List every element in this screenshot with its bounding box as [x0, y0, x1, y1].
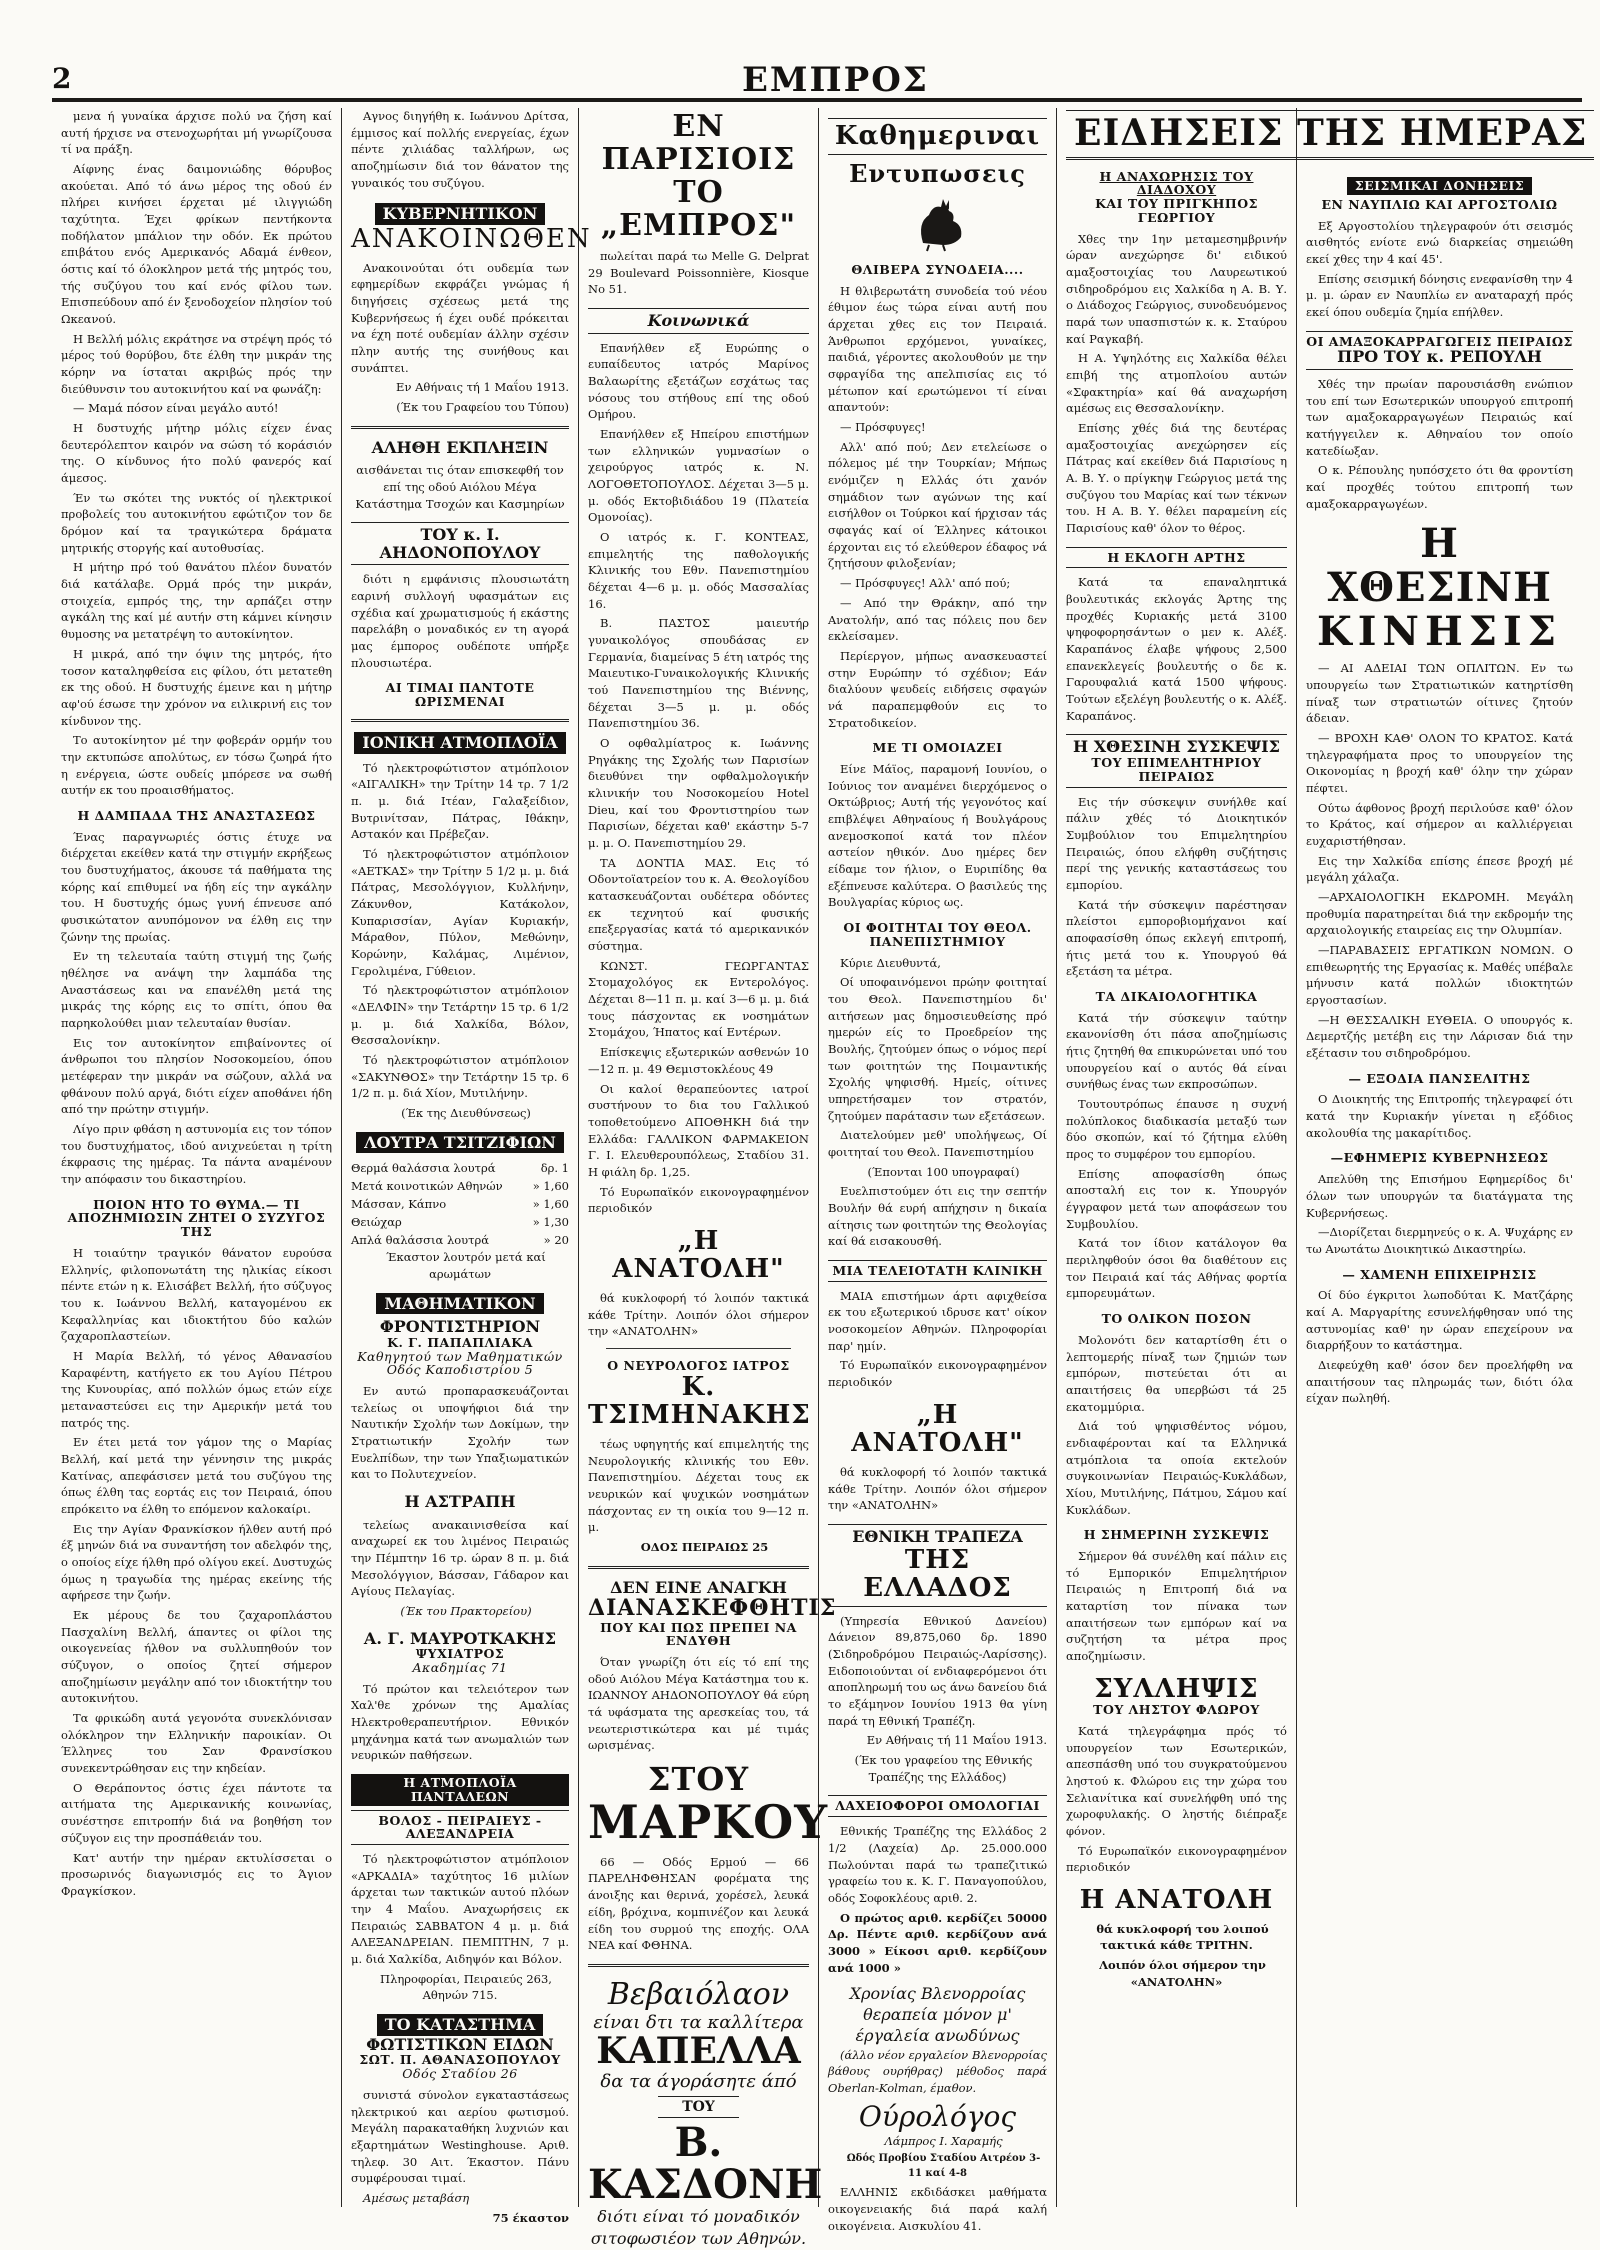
- heading-line: ΚΑΙ ΤΟΥ ΠΡΙΓΚΗΠΟΣ ΓΕΩΡΓΙΟΥ: [1095, 196, 1258, 225]
- article-text: Ανακοινούται ότι ουδεμία των εφημερίδων εκφράζει γνώμας ή διηγήσεις σχέσεως μετά της Κυβερνήσεως ή έχει ουδέ πρόκειται να έχη ποτέ ουδεμίαν άλλην σχέσιν πλην αυτής της συνήθους και συνάπτει.: [351, 260, 569, 375]
- heading-line: Οδός Σταδίου 26: [402, 2066, 518, 2082]
- article-text: Κατά τηλεγράφημα πρός τό υπουργείον των Εσωτερικών, απεσπάσθη υπό του συγκρατούμενου ληστού κ. Φλώρου εις την χώρα του Σελιανίτικα καί συνελήφθη υπό της χωροφυλακής. Ο ληστής διέπραξε φόνον.: [1066, 1724, 1287, 1839]
- article-text: Κατ' αυτήν την ημέραν εκτυλίσσεται ο προσωρινός διαγωνισμός εις το Άγιον Φραγκίσκον.: [61, 1850, 332, 1898]
- newspaper-title: ΕΜΠΡΟΣ: [742, 60, 929, 100]
- article-text: Διατελούμεν μεθ' υπολήψεως, Οί φοιτηταί του Θεολ. Πανεπιστημίου: [828, 1128, 1047, 1159]
- article-heading: [1066, 1675, 1287, 1717]
- heading-line: ΤΟΥ ΕΠΙΜΕΛΗΤΗΡΙΟΥ ΠΕΙΡΑΙΩΣ: [1091, 755, 1262, 784]
- article-text: ΤΑ ΔΟΝΤΙΑ ΜΑΣ. Εις τό Οδοντοϊατρείον του κ. Α. Θεολογίδου κατασκευάζονται ουδέτερα οδόντες εκ τεχνητού καί φυσικής επεξεργασίας κατά τό αμερικανικόν σύστημα.: [588, 855, 809, 954]
- source-note: (Έκ του γραφείου της Εθνικής Τραπέζης της Ελλάδος): [854, 1753, 1033, 1784]
- heading-line: ΠΟΥ ΚΑΙ ΠΩΣ ΠΡΕΠΕΙ ΝΑ ΕΝΔΥΘΗ: [600, 1619, 797, 1649]
- ad-text: Τό Ευρωπαϊκόν εικονογραφημένον περιοδικόν: [588, 1184, 809, 1216]
- article-text: Εις την Αγίαν Φρανκίσκον ήλθεν αυτή πρό έξ μηνών διά να συναντήση τον αδελφόν της, ο οποίος είχε ήλθη πρό ολίγου εκεί. Δυστυχώς όμως η τραγωδία της ημέρας εκείνης τής αφήρεσε την ζωήν.: [61, 1521, 332, 1603]
- ad-text: διότι η εμφάνισις πλουσιωτάτη εαρινή συλλογή υφασμάτων εις σχέδια καί χρωματισμούς ή εκάστης παρελάβη ο μοναδικός εν τη αγορά μας έμπορος ουδέποτε υπήρξε πλουσιωτέρα.: [351, 572, 569, 670]
- article-text: — Πρόσφυγες!: [840, 420, 926, 435]
- column-4: [819, 108, 1057, 2233]
- ad-heading: ΑΙ ΤΙΜΑΙ ΠΑΝΤΟΤΕ ΩΡΙΣΜΕΝΑΙ: [385, 680, 535, 710]
- heading-line: ΣΥΛΛΗΨΙΣ: [1094, 1673, 1259, 1704]
- heading-line: ΣΤΟΥ: [647, 1760, 750, 1799]
- price-table: [351, 1159, 569, 1249]
- ad-text: Τό ηλεκτροφώτιστον ατμόπλοιον «ΑΙΓΑΛΙΚΗ» την Τρίτην 14 τρ. 7 1/2 π. μ. διά Ιτέαν, Γαλαξείδιον, Βυτρινίτσαν, Πάτρας, Ιθάκην, Αστακόν και Πρέβεζαν.: [351, 760, 569, 842]
- article-text: Επανήλθεν εξ Ηπείρου επιστήμων των ελληνικών γυμνασίων ο χειρούργος ιατρός κ. Ν. ΛΟΓΟΘΕΤΟΠΟΥΛΟΣ. Δέχεται 3—5 μ. μ. οδός Εκτοβιδιάδου 19 (Πλατεία Ομονοίας).: [588, 426, 809, 525]
- price-label: Απλά θαλάσσια λουτρά: [351, 1233, 490, 1248]
- ad-text: Λάμπρος Ι. Χαραμής: [884, 2133, 1003, 2148]
- ad-script-line: διότι είναι τό μοναδικόν σιτοφωσιέον των Αθηνών.: [590, 2207, 807, 2248]
- heading-line: ΛΟΥΤΡΑ ΤΣΙΤΖΙΦΙΩΝ: [356, 1132, 564, 1154]
- ad-text: θά κυκλοφορή τό λοιπόν τακτικά κάθε Τρίτην. Λοιπόν όλοι σήμερον την «ΑΝΑΤΟΛΗΝ»: [588, 1291, 809, 1339]
- ad-text: Τό ηλεκτροφώτιστον ατμόπλοιον «ΑΕΤΚΑΣ» την Τρίτην 5 1/2 μ. μ. διά Πάτρας, Μεσολόγγιον, Κυλλήνην, Ζάκυνθον, Κατάκολον, Κυπαρισσίαν, Αγίαν Κυριακήν, Μάραθον, Πύλον, Μεθώνην, Κορώνην, Καλάμας, Λιμένιον, Γερολιμένα, Γύθειον.: [351, 846, 569, 978]
- article-text: Ούτω άφθονος βροχή περιλούσε καθ' όλον το Κράτος, καί σήμερον αι καλλιέργειαι ευχαριστήθησαν.: [1306, 800, 1573, 848]
- article-heading: ΤΟ ΟΛΙΚΟΝ ΠΟΣΟΝ: [1101, 1311, 1252, 1327]
- heading-line: Κ. Γ. ΠΑΠΑΠΛΙΑΚΑ: [387, 1334, 533, 1350]
- heading-line: ΜΑΡΚΟΥ: [588, 1795, 829, 1850]
- ad-text: Εν αυτώ προπαρασκευάζονται τελείως οι υποψήφιοι διά την Ναυτικήν Σχολήν των Δοκίμων, την Στρατιωτικήν Σχολήν των Ευελπίδων, την των Υπαξιωματικών και το Πολυτεχνείον.: [351, 1384, 569, 1482]
- source-note: (Έκ του Γραφείου του Τύπου): [396, 399, 569, 414]
- ad-text: Τό ηλεκτροφώτιστον ατμόπλοιον «ΣΑΚΥΝΘΟΣ» την Τετάρτην 15 τρ. 6 1/2 π. μ. διά Χίον, Μυτιλήνην.: [351, 1052, 569, 1101]
- heading-line: ΣΕΙΣΜΙΚΑΙ ΔΟΝΗΣΕΙΣ: [1347, 177, 1532, 195]
- ad-text: Έκαστον λουτρόν μετά καί αρωμάτων: [386, 1250, 546, 1281]
- ad-script-line: Χρονίας Βλενορροίας θεραπεία μόνον μ' έργαλεία ανωδύνως: [849, 1984, 1026, 2045]
- ad-text: Τό ηλεκτροφώτιστον ατμόπλοιον «ΑΡΚΑΔΙΑ» ταχύτητος 16 μιλίων άρχεται των τακτικών αυτού πλόων την 4 Μαΐου. Αναχωρήσεις εκ Πειραιώς ΣΑΒΒΑΤΟΝ 4 μ. μ. διά ΑΛΕΞΑΝΔΡΕΙΑΝ. ΠΕΜΠΤΗΝ, 7 μ. μ. διά Χαλκίδα, Αιδηψόν και Βόλον.: [351, 1852, 569, 1967]
- ad-text: Λοιπόν όλοι σήμερον την «ΑΝΑΤΟΛΗΝ»: [1099, 1958, 1266, 1989]
- article-heading: Η ΣΗΜΕΡΙΝΗ ΣΥΣΚΕΨΙΣ: [1083, 1527, 1270, 1543]
- article-text: Β. ΠΑΣΤΟΣ μαιευτήρ γυναικολόγος σπουδάσας εν Γερμανία, διαμείνας 5 έτη ιατρός της Μαιευτικο-Γυναικολογικής Κλινικής τού Πανεπιστημίου της Βιέννης, δέχεται 3—5 μ. μ. οδός Πανεπιστημίου 36.: [588, 616, 809, 731]
- section-heading: Εντυπωσεις: [849, 158, 1026, 188]
- article-text: Ο ιατρός κ. Γ. ΚΟΝΤΕΑΣ, επιμελητής της παθολογικής Κλινικής του Εθν. Πανεπιστημίου δέχεται 4—6 μ. μ. οδός Μασσαλίας 16.: [588, 530, 809, 611]
- article-text: Ο Διοικητής της Επιτροπής τηλεγραφεί ότι κατά την Κυριακήν γίνεται η εξόδιος ακολουθία της μακαρίτιδος.: [1306, 1092, 1573, 1140]
- heading-line: ΤΗΣ ΕΛΛΑΔΟΣ: [863, 1544, 1012, 1604]
- article-text: Κατά τα επαναληπτικά βουλευτικάς εκλογάς Άρτης της προχθές Κυριακής μετά 3100 ψηφοφορησάντων ο μεν κ. Αλέξ. Καραπάνος έλαβε ψήφους 2,500 επανεκλεγείς βουλευτής ο δε κ. Γαρουφαλιά κατά 1500 ψήφους. Τούτων εξελέγη βουλευτής ο κ. Αλέξ. Καραπάνος.: [1066, 575, 1287, 723]
- heading-line: Ο ΝΕΥΡΟΛΟΓΟΣ ΙΑΤΡΟΣ: [607, 1358, 790, 1374]
- article-text: — Πρόσφυγες! Αλλ' από πού;: [840, 576, 1011, 591]
- divider: [588, 1566, 809, 1569]
- ad-heading: [351, 2014, 569, 2081]
- heading-line: Η ΑΤΜΟΠΛΟΪΑ ΠΑΝΤΑΛΕΩΝ: [351, 1774, 569, 1806]
- ad-text: Τό Ευρωπαϊκόν εικονογραφημένον περιοδικόν: [1066, 1843, 1287, 1875]
- source-note: (Έκ της Διευθύνσεως): [401, 1105, 531, 1120]
- article-heading: Η ΕΚΛΟΓΗ ΑΡΤΗΣ: [1066, 547, 1287, 569]
- article-text: Αίφνης ένας δαιμονιώδης θόρυβος ακούεται. Από τό άνω μέρος της οδού έν πλήρει κινήσει έρχεται μέ ιλιγγιώδη ταχύτητα. Έχει φρίκων πεντήκοντα ποδήλατον μπάλιον την οδόν. Εκ πρώτου επιβάτου ενός Αμερικανός Αδαμά ένθεον, όστις καί τό όλοκληρον μετά τής μητρός του, τής συζύγου του καί ενός φίλου των. Επισπεύδουν από έν ξενοδοχείον πλησίον τού Ωκεανού.: [61, 162, 332, 327]
- article-text: Διά τού ψηφισθέντος νόμου, ενδιαφέρονται καί τα Ελληνικά ατμόπλοια τα οποία εκτελούν συγκοινωνίαν Πειραιώς-Κυκλάδων, Χίου, Μυτιλήνης, Πάτμου, Σάμου καί Κυκλάδων.: [1066, 1419, 1287, 1517]
- article-text: Χθες την 1ην μεταμεσημβρινήν ώραν ανεχώρησε δι' ειδικού αμαξοστοιχίας του Λαυρεωτικού σιδηροδρόμου εις Χαλκίδα η Α. Β. Υ. ο Διάδοχος Γεώργιος, συνοδευόμενος παρά των υπασπιστών κ. κ. Σταύρου καί Ραγκαβή.: [1066, 231, 1287, 346]
- article-text: Εν έτει μετά τον γάμον της ο Μαρίας Βελλή, καί μετά την γέννησιν της μικράς Κατίνας, απεφάσισεν μετά του συζύγου της όπως έλθη τας εορτάς εις τον Πειραιά, όπου επρόκειτο να έλθη το επόμενον καλοκαίρι.: [61, 1435, 332, 1517]
- price-label: Θειώχαρ: [351, 1215, 402, 1230]
- ad-script-line: δα τα άγοράσητε άπό: [600, 2070, 797, 2092]
- article-text: Σήμερον θά συνέλθη καί πάλιν εις τό Εμπορικόν Επιμελητήριον Πειραιώς η Επιτροπή διά να καταρτίση τον πίνακα των απαιτήσεων των εμπόρων καί να συζητήση τα μέτρα προς αποζημίωσιν.: [1066, 1549, 1287, 1664]
- price-value: » 1,30: [532, 1215, 569, 1230]
- notice-heading: [588, 110, 809, 242]
- heading-line: ΤΟΥ ΛΗΣΤΟΥ ΦΛΩΡΟΥ: [1093, 1702, 1260, 1718]
- article-heading: [1306, 522, 1573, 654]
- ad-title: ΚΑΠΕΛΛΑ: [596, 2029, 801, 2072]
- heading-line: Καθηγητού των Μαθηματικών: [357, 1348, 563, 1364]
- ad-text: 66 — Οδός Ερμού — 66 ΠΑΡΕΛΗΦΘΗΣΑΝ φορέματα της άνοιξης και θερινά, χορέσελ, λευκά είδη, βρόχινα, κομπινέζον και λευκά είδη του συρμού της εποχής. ΟΛΑ ΝΕΑ καί ΦΘΗΝΑ.: [588, 1854, 809, 1953]
- ad-title: Β. ΚΑΣΔΟΝΗ: [588, 2119, 823, 2209]
- heading-line: ΠΡΟ ΤΟΥ κ. ΡΕΠΟΥΛΗ: [1337, 347, 1542, 367]
- ad-text: συνιστά σύνολον εγκαταστάσεως ηλεκτρικού και αερίου φωτισμού. Μεγάλη παρακαταθήκη λυχνιών και εξαρτημάτων Westinghouse. Αριθ. τηλεφ. 30 Αιτ. Έκαστον. Πάνυ συμφέρουσαι τιμαί.: [351, 2087, 569, 2186]
- article-text: Εις τον αυτοκίνητον επιβαίνοντες οί άνθρωποι του πλησίον Νοσοκομείου, όπου μετέφεραν την μικράν να σώζουν, αλλά να φθάνουν πολύ αργά, διότι είχεν αποθάνει ήδη από την πρώτην στιγμήν.: [61, 1035, 332, 1117]
- heading-line: ΨΥΧΙΑΤΡΟΣ: [415, 1646, 505, 1662]
- heading-line: ΕΝ ΝΑΥΠΛΙΩ ΚΑΙ ΑΡΓΟΣΤΟΛΙΩ: [1321, 196, 1558, 212]
- ad-text: Αμέσως μεταβάση: [363, 2190, 470, 2205]
- article-text: Η μικρά, από την όψιν της μητρός, ήτο τοσον καταληφθείσα εις φίλου, ότι μετατεθη εκ της οδού. Η δυστυχής έμεινε και η μήτηρ αφ'ού έσωσε την χρόνον να ειλικρινή εις τον κίνδυνον της.: [61, 646, 332, 728]
- heading-line: ΟΙ ΑΜΑΞΟΚΑΡΡΑΓΩΓΕΙΣ ΠΕΙΡΑΙΩΣ: [1306, 333, 1573, 349]
- heading-line: ΚΥΒΕΡΝΗΤΙΚΟΝ: [375, 203, 546, 225]
- article-heading: ΘΛΙΒΕΡΑ ΣΥΝΟΔΕΙΑ....: [851, 261, 1024, 277]
- article-text: ΚΩΝΣΤ. ΓΕΩΡΓΑΝΤΑΣ Στομαχολόγος εκ Εντερολόγος. Δέχεται 8—11 π. μ. καί 3—6 μ. μ. διά τους πάσχοντας εκ νοσημάτων Στομάχου, Ήπατος καί Εντέρων.: [588, 958, 809, 1040]
- notice-text: πωλείται παρά τω Melle G. Delprat 29 Boulevard Poissonnière, Kiosque No 51.: [588, 249, 809, 297]
- article-text: —ΠΑΡΑΒΑΣΕΙΣ ΕΡΓΑΤΙΚΩΝ ΝΟΜΩΝ. Ο επιθεωρητής της Εργασίας κ. Μαθές υπέβαλε μήνυσιν κατά πολλών ιδιοκτητών εργοστασίων.: [1306, 943, 1573, 1008]
- ad-text: Εθνικής Τραπέζης της Ελλάδος 2 1/2 (Λαχεία) Δρ. 25.000.000 Πωλούνται παρά τω τραπεζιτικώ γραφείω του κ. Κ. Γ. Παναγοπούλου, οδός Σοφοκλέους αριθ. 2.: [828, 1824, 1047, 1905]
- ad-text: αισθάνεται τις όταν επισκεφθή τον επί της οδού Αιόλου Μέγα Κατάστημα Τσοχών και Κασμηρίων: [355, 463, 565, 511]
- ad-heading: ΜΙΑ ΤΕΛΕΙΟΤΑΤΗ ΚΛΙΝΙΚΗ: [828, 1260, 1047, 1282]
- article-text: Περίεργον, μήπως ανασκευαστεί στην Ευρώπην τό σχέδιον; Εάν διαλύουν ψευδείς ειδήσεις σφαγών νά παραπεμφθούν εις το Στρατοδικείον.: [828, 648, 1047, 730]
- divider: [351, 426, 569, 429]
- article-text: Επίσης χθές διά της δευτέρας αμαξοστοιχίας ανεχώρησεν είς Πάτρας καί εκείθεν διά Παρισίους η Α. Β. Υ. ο πρίγκηψ Γεώργιος μετά της συζύγου του Μαρίας καί των τέκνων του. Η Α. Β. Υ. θέλει παραμείνη είς Παρισίους καθ' όλον το θέρος.: [1066, 420, 1287, 536]
- heading-line: ΣΩΤ. Π. ΑΘΑΝΑΣΟΠΟΥΛΟΥ: [359, 2052, 561, 2068]
- article-text: Εις την Χαλκίδα επίσης έπεσε βροχή μέ μεγάλη χάλαζα.: [1306, 853, 1573, 885]
- ad-heading: „Η ΑΝΑΤΟΛΗ": [612, 1225, 785, 1285]
- article-text: Η Μαρία Βελλή, τό γένος Αθανασίου Καραφέντη, κατήγετο εκ του Αγίου Πέτρου της Κυνουρίας, από πολλών όμως ετών είχε μεταναστεύσει εις την Αμερικήν μετά του πατρός της.: [61, 1349, 332, 1430]
- heading-line: ΤΟ „ΕΜΠΡΟΣ": [600, 175, 797, 243]
- heading-line: ΙΟΝΙΚΗ ΑΤΜΟΠΛΟΪΑ: [354, 732, 565, 754]
- article-text: Έν τω σκότει της νυκτός οί ηλεκτρικοί προβολείς του αυτοκινήτου εφώτιζον τον δε δρόμον καί τα τραγικώτερα δράματα μητρικής στοργής καί αυτοθυσίας.: [61, 490, 332, 555]
- price-value: » 1,60: [532, 1179, 569, 1194]
- ad-heading: [351, 1774, 569, 1845]
- article-text: Οι καλοί θεραπεύοντες ιατροί συστήνουν το δια του Γαλλικού τοποθετούμενο ΑΠΟΘΗΚΗ διά την Ελλάδα: ΓΑΛΛΙΚΟΝ ΦΑΡΜΑΚΕΙΟΝ Γ. Ι. Ελευθερουπόλεως, Σταδίου 31. Η φιάλη δρ. 1,25.: [588, 1081, 809, 1179]
- signature: Εν Αθήναις τή 1 Μαΐου 1913.: [396, 380, 569, 395]
- column-6: [1297, 108, 1582, 2207]
- article-text: Ο Θεράποντος όστις έχει πάντοτε τα αιτήματα της Αμερικανικής κοινωνίας, συνέστησε επιτροπήν διά να βοηθήση τον σύζυγον εις την προσπάθειάν του.: [61, 1780, 332, 1845]
- ad-text: τέως υφηγητής καί επιμελητής της Νευρολογικής κλινικής του Εθν. Πανεπιστημίου. Δέχεται τους εκ νευρικών καί ψυχικών νοσημάτων πάσχοντας εν τη οικία του 9—12 π. μ.: [588, 1437, 809, 1535]
- article-text: Τα φρικώδη αυτά γεγονότα συνεκλόνισαν ολόκληρον την Ελληνικήν παροικίαν. Οι Έλληνες του Σαν Φρανσίσκου συνεκεντρώθησαν εις την κηδείαν.: [61, 1711, 332, 1776]
- ad-text: Ο πρώτος αριθ. κερδίζει 50000 Δρ. Πέντε αριθ. κερδίζουν ανά 3000 » Είκοσι αριθ. κερδίζουν ανά 1000 »: [828, 1910, 1047, 1975]
- article-heading: ΤΑ ΔΙΚΑΙΟΛΟΓΗΤΙΚΑ: [1095, 988, 1258, 1004]
- article-text: — Μαμά πόσον είναι μεγάλο αυτό!: [73, 401, 279, 416]
- article-text: Ο κ. Ρέπουλης ηυπόσχετο ότι θα φροντίση καί προχθές τούτου επιτροπή των αμαξοκαρραγωγέων.: [1306, 463, 1573, 511]
- article-text: Εξ Αργοστολίου τηλεγραφούν ότι σεισμός αισθητός ενίοτε ενώ διαρκείας σημειώθη εκεί χθες την 4 καί 45'.: [1306, 218, 1573, 266]
- article-text: Η μήτηρ πρό τού θανάτου πλέον δυνατόν διά κατάλαβε. Ορμά πρός την μικράν, στοιχεία, εμπρός της, την αρπάζει στην αγκάλη της καί μέ αυτήν στη κάμνει κίνησιν θυμοσης να μετατρέψη το αυτοκίνητον.: [61, 560, 332, 642]
- heading-line: Η ΑΝΑΧΩΡΗΣΙΣ ΤΟΥ ΔΙΑΔΟΧΟΥ: [1099, 168, 1254, 198]
- heading-line: Η ΧΘΕΣΙΝΗ: [1327, 520, 1552, 612]
- ad-heading: [351, 732, 569, 754]
- divider: [606, 1348, 791, 1349]
- section-heading: Καθημεριναι: [828, 118, 1047, 155]
- article-text: Οί δύο έγκριτοι λωποδύται Κ. Ματζάρης καί Α. Μαργαρίτης εσυνελήφθησαν υπό της αστυνομίας καθ' ην ώραν επεχείρουν να διαρρήξουν το κατάστημα.: [1306, 1288, 1573, 1353]
- divider: [351, 719, 569, 722]
- ad-title: ΤΟΥ: [658, 2096, 739, 2119]
- ad-text: ΜΑΙΑ επιστήμων άρτι αφιχθείσα εκ του εξωτερικού ιδρυσε κατ' οίκον νοσοκομείον Αθηνών. Πληροφορίαι παρ' ημίν.: [828, 1288, 1047, 1353]
- heading-line: ΚΙΝΗΣΙΣ: [1316, 608, 1563, 656]
- price-label: Μετά κοινοτικών Αθηνών: [351, 1179, 503, 1194]
- heading-line: ΕΘΝΙΚΗ ΤΡΑΠΕΖΑ: [852, 1526, 1023, 1546]
- page-number: 2: [52, 62, 72, 95]
- ad-heading: [351, 1132, 569, 1154]
- ad-heading: „Η ΑΝΑΤΟΛΗ": [851, 1399, 1024, 1459]
- article-text: μενα ή γυναίκα άρχισε πολύ να ζήση καί αυτή ήρχισε να στενοχωρήται μή γνωρίζουσα τί να πράξη.: [61, 109, 332, 157]
- article-text: Το αυτοκίνητον μέ την φοβεράν ορμήν του την εκτυπώσε απολύτως, εν τόσω ζωηρά ήτο η ενέργεια, ώστε ουδείς μπόρεσε να σωθή αυτήν εκ του προαισθήματος.: [61, 733, 332, 798]
- ad-address: ΟΔΟΣ ΠΕΙΡΑΙΩΣ 25: [640, 1540, 769, 1555]
- section-heading: ΠΟΙΟΝ ΗΤΟ ΤΟ ΘΥΜΑ.— ΤΙ ΑΠΟΖΗΜΙΩΣΙΝ ΖΗΤΕΙ Ο ΣΥΖΥΓΟΣ ΤΗΣ: [67, 1196, 326, 1240]
- ad-heading: [351, 1630, 569, 1675]
- article-text: Επανήλθεν εξ Ευρώπης ο ευπαίδευτος ιατρός Μαρίνος Βαλαωρίτης εξετάζων εσχάτως τας νόσους του στήθους επί της οδού Ομήρου.: [588, 340, 809, 422]
- ad-text: ΕΛΛΗΝΙΣ εκδιδάσκει μαθήματα οικογενειακής διά παρά καλή οικογένεια. Αισκυλίου 41.: [828, 2185, 1047, 2233]
- divider: [588, 1964, 809, 1967]
- section-heading: Κοινωνικά: [588, 308, 809, 334]
- price-row: [351, 1231, 569, 1249]
- ad-text: Τό πρώτον και τελειότερον των Χαλ'θε χρόνων της Αμαλίας Ηλεκτροθεραπευτήριον. Εθνικόν μηχάνημα κατά των ανωμαλιών των νευρικών παθήσεων.: [351, 1681, 569, 1763]
- heading-line: Η ΧΘΕΣΙΝΗ ΣΥΣΚΕΨΙΣ: [1073, 737, 1280, 757]
- article-heading: — ΧΑΜΕΝΗ ΕΠΙΧΕΙΡΗΣΙΣ: [1342, 1266, 1537, 1282]
- column-1: [52, 108, 342, 2207]
- article-text: Εκ μέρους δε του ζαχαροπλάστου Πασχαλίνη Βελλή, άπαντες οι φίλοι της οικογενείας ήλθον να συλλυπηθούν τον σύζυγον, ο οποίος ζητεί σήμερον αποζημίωσιν μεγάλην από τον ιδιοκτήτην του αυτοκινήτου.: [61, 1608, 332, 1706]
- columns: [52, 108, 1588, 2248]
- heading-line: ΦΩΤΙΣΤΙΚΩΝ ΕΙΔΩΝ: [366, 2034, 554, 2054]
- ad-script-line: είναι δτι τα καλλίτερα: [593, 2011, 804, 2033]
- ad-heading: [588, 1359, 809, 1430]
- article-text: Αλλ' από πού; Δεν ετελείωσε ο πόλεμος μέ την Τουρκίαν; Μήπως ενόμιζεν η Ελλάς ότι χανόν σημάδιον των αγώνων της καί εισήλθον οι Τούρκοι καί ήρχισαν τάς σφαγάς καί οί Έλληνες κάτοικοι έρχονται εις τό ελεύθερον έδαφος νά ζητήσουν φιλοξενίαν;: [828, 439, 1047, 571]
- column-3: [579, 108, 837, 2248]
- article-heading: —ΕΦΗΜΕΡΙΣ ΚΥΒΕΡΝΗΣΕΩΣ: [1330, 1150, 1549, 1166]
- column-2: [342, 108, 592, 2225]
- heading-line: Οδός Καποδιστρίου 5: [386, 1362, 534, 1378]
- article-text: — ΑΙ ΑΔΕΙΑΙ ΤΩΝ ΟΠΛΙΤΩΝ. Εν τω υπουργείω των Στρατιωτικών κατηρτίσθη πίναξ των στρατιωτών οίτινες ζητούν άδειαν.: [1306, 661, 1573, 726]
- article-heading: — ΕΞΟΔΙΑ ΠΑΝΣΕΛΙΤΗΣ: [1348, 1070, 1531, 1086]
- article-text: Η Βελλή μόλις εκράτησε να στρέψη πρός τό μέρος τού θορύβου, δτε έλθη την μικράν της κόρην να ίσταται ακριβώς πρός την διεύθυνσιν του αυτοκινήτου καί να φωνάζη:: [61, 331, 332, 396]
- ad-text: θά κυκλοφορή του λοιπού τακτικά κάθε ΤΡΙΤΗΝ.: [1096, 1921, 1269, 1953]
- ad-heading: Η ΑΝΑΤΟΛΗ: [1079, 1885, 1274, 1916]
- announcement-heading: [351, 203, 592, 254]
- heading-line: ΔΕΝ ΕΙΝΕ ΑΝΑΓΚΗ: [610, 1577, 787, 1597]
- ad-text: (άλλο νέον εργαλείον Βλενορροίας βάθους ουρήθρας) μέθοδος παρά Oberlan-Kolman, έμαθον.: [828, 2047, 1047, 2095]
- article-text: — Από την Θράκην, από την Ανατολήν, από τας πόλεις που δεν εκλείσαμεν.: [828, 595, 1047, 644]
- ad-heading: ΑΛΗΘΗ ΕΚΠΛΗΞΙΝ: [371, 437, 549, 457]
- price-label: Θερμά θαλάσσια λουτρά: [351, 1161, 496, 1176]
- article-text: Μολονότι δεν καταρτίσθη έτι ο λεπτομερής πίναξ των ζημιών των εμπόρων, πιστεύεται ότι αι απαιτήσεις θα υπερβώσι τά 25 εκατομμύρια.: [1066, 1332, 1287, 1414]
- signature: Εν Αθήναις τή 11 Μαΐου 1913.: [866, 1733, 1047, 1748]
- ad-text: θά κυκλοφορή τό λοιπόν τακτικά κάθε Τρίτην. Λοιπόν όλοι σήμερον την «ΑΝΑΤΟΛΗΝ»: [828, 1464, 1047, 1513]
- heading-line: ΜΑΘΗΜΑΤΙΚΟΝ: [376, 1293, 543, 1315]
- article-text: Επίσκεψις εξωτερικών ασθενών 10—12 π. μ. 49 Θεμιστοκλέους 49: [588, 1045, 809, 1076]
- ad-price: 75 έκαστον: [492, 2210, 569, 2225]
- heading-line: ΔΙΑΝΑΣΚΕΦΘΗΤΙΣ: [588, 1595, 837, 1622]
- masthead: [52, 0, 1582, 100]
- article-text: Απελύθη της Επισήμου Εφημερίδος δι' όλων των υπουργών τα διατάγματα της Κυβερνήσεως.: [1306, 1172, 1573, 1220]
- price-rows: [351, 1159, 569, 1249]
- ad-script-line: Βεβαιόλαον: [607, 1976, 790, 2012]
- heading-line: Ακαδημίας 71: [412, 1660, 508, 1675]
- article-text: Η θλιβερωτάτη συνοδεία τού νέου έθιμον έως τώρα είναι αυτή που άρχεται χθες εις τον Πειραιά. Άνθρωποι ερχόμενοι, γυναίκες, παιδιά, γέροντες ακολουθούν με την σφραγίδα της απελπισίας εις τό μέτωπον καί ερωτώμενοι τί είναι απαντούν:: [828, 283, 1047, 415]
- ad-heading: Η ΑΣΤΡΑΠΗ: [404, 1492, 516, 1512]
- article-text: Η Α. Υψηλότης εις Χαλκίδα θέλει επιβή της ατμοπλοίου αυτών «Σφακτηρία» καί θά αναχωρήση αμέσως εις Θεσσαλονίκην.: [1066, 351, 1287, 416]
- article-text: Τουτουτρόπως έπαυσε η συχνή πολύπλοκος διαδικασία μεταξύ των δύο σκοπών, καί τό ζήτημα ελύθη προς το συμφέρον του εμπορίου.: [1066, 1097, 1287, 1162]
- price-row: [351, 1195, 569, 1213]
- article-text: Η τοιαύτην τραγικόν θάνατον ευρούσα Ελληνίς, φιλοπονωτάτη της ηλικίας είκοσι πέντε ετών η κ. Ελισάβετ Βελλή, ήτο σύζυγος του κ. Ιωάννου Βελλή, καταγομένου εκ Κεφαλληνίας και ιδιοκτήτου δύο καλών ζαχαροπλαστείων.: [61, 1245, 332, 1344]
- price-label: Μάσσαν, Κάπνο: [351, 1197, 447, 1212]
- article-text: Αγνος διηγήθη κ. Ιωάννου Δρίτσα, έμμισος καί πολλής ενεργείας, έχων πέντε χιλιάδας ταλλήρων, ως αποζημίωσιν διά τον θάνατον της γυναικός του συζύγου.: [351, 109, 569, 190]
- ad-heading: [828, 1524, 1047, 1607]
- article-heading: [1066, 170, 1287, 225]
- article-text: —ΑΡΧΑΙΟΛΟΓΙΚΗ ΕΚΔΡΟΜΗ. Μεγάλη προθυμία παρατηρείται διά την εκδρομήν της αρχαιολογικής εταιρείας εις την Ολυμπίαν.: [1306, 889, 1573, 938]
- article-text: Επίσης αποφασίσθη όπως αποσταλή εις τον κ. Υπουργόν έγγραφον μετά των αποφάσεων του Συμβουλίου.: [1066, 1166, 1287, 1231]
- article-heading: [1306, 331, 1573, 370]
- ad-heading: [351, 1293, 569, 1377]
- price-value: δρ. 1: [540, 1161, 569, 1176]
- news-of-the-day-heading: ΕΙΔΗΣΕΙΣ ΤΗΣ ΗΜΕΡΑΣ: [1066, 110, 1594, 160]
- ad-text: τελείως ανακαινισθείσα καί αναχωρεί εκ του λιμένος Πειραιώς την Πέμπτην 16 τρ. ώραν 8 π. μ. διά Μεσολόγγιον, Βάσσαν, Γάδαρον και Αγίους Πελαγίας.: [351, 1517, 569, 1599]
- heading-line: ΑΝΑΚΟΙΝΩΘΕΝ: [351, 223, 592, 254]
- article-text: — ΒΡΟΧΗ ΚΑΘ' ΟΛΟΝ ΤΟ ΚΡΑΤΟΣ. Κατά τηλεγραφήματα προς το υπουργείον της Οικονομίας η βροχή καθ' όλην την χώραν πέφτει.: [1306, 730, 1573, 795]
- article-text: Είνε Μάϊος, παραμονή Ιουνίου, ο Ιούνιος τον αναμένει διερχόμενος ο Οκτώβριος; Αυτή τής γεγονότος καί επιβλέψει Αθηναίους ή Βουλγάρους ανεμοσκοποί κατά τον πλέον αστείον ηθικόν. Δυο ημέρες δεν είδαμε τον ήλιον, ο Ευριπίδης θα εξέπνευσε καλύτερα. Ο βασιλεύς της Βουλγαρίας κύριος ως.: [828, 761, 1047, 910]
- article-text: Επίσης σεισμική δόνησις ενεφανίσθη την 4 μ. μ. ώραν εν Ναυπλίω εν αναταραχή πρός εκεί όπου ουδεμία ζημία επήλθεν.: [1306, 271, 1573, 319]
- ad-text: Πληροφορίαι, Πειραιεύς 263, Αθηνών 715.: [380, 1971, 552, 2003]
- source-note: (Έπονται 100 υπογραφαί): [867, 1164, 1020, 1179]
- price-row: [351, 1213, 569, 1231]
- masthead-rule: [52, 98, 1582, 102]
- article-text: Ο οφθαλμίατρος κ. Ιωάννης Ρηγάκης της Σχολής των Παρισίων διευθύνει την οφθαλμολογικήν κλινικήν του Νοσοκομείου Hotel Dieu, καί του Φροντιστηρίου των Παρισίων, δέχεται καθ' εκάστην 5-7 μ. μ. Ο. Πανεπιστημίου 29.: [588, 736, 809, 851]
- article-text: Κατά τον ίδιον κατάλογον θα περιληφθούν όσοι θα διαθέτουν εις τον Πειραιά καί τάς Αθήνας φορτία εμπορευμάτων.: [1066, 1236, 1287, 1301]
- price-row: [351, 1159, 569, 1177]
- ad-script-line: Ούρολόγος: [858, 2099, 1017, 2133]
- ad-text: Τό Ευρωπαϊκόν εικονογραφημένον περιοδικόν: [828, 1358, 1047, 1390]
- article-text: Κύριε Διευθυντά,: [840, 955, 941, 970]
- article-text: Κατά τήν σύσκεψιν ταύτην εκανονίσθη ότι πάσα αποζημίωσις ήτις ζητηθή θα επικυρώνεται υπό του υπουργείου καί ο αυτός θά είναι συνήθως ένας των εκπροσώπων.: [1066, 1010, 1287, 1092]
- article-heading: ΟΙ ΦΟΙΤΗΤΑΙ ΤΟΥ ΘΕΟΛ. ΠΑΝΕΠΙΣΤΗΜΙΟΥ: [843, 920, 1032, 949]
- article-text: —Διορίζεται διερμηνεύς ο κ. Α. Ψυχάρης εν τω Ανωτάτω Διοικητικώ Δικαστηρίω.: [1306, 1225, 1573, 1256]
- article-text: Οί υποφαινόμενοι πρώην φοιτηταί του Θεολ. Πανεπιστημίου δι' αιτήσεων μας δημοσιευθείσης πρό ημερών είς το Προεδρείον της Βουλής, ζητούμεν όπως ο νόμος περί των φοιτητών της Ποιμαντικής Σχολής ψηφισθή. Ημείς, οίτινες υπηρετήσαμεν τον στρατόν, ζητούμεν παράτασιν των εξετάσεων.: [828, 975, 1047, 1123]
- ad-heading: [588, 1577, 837, 1649]
- ad-text: Όταν γνωρίζη ότι είς τό επί της οδού Αιόλου Μέγα Κατάστημα του κ. ΙΩΑΝΝΟΥ ΑΗΔΟΝΟΠΟΥΛΟΥ θά εύρη τά υφάσματα της αρεσκείας του, τά νεωτεριστικώτερα και μέ τιμάς ωρισμένας.: [588, 1655, 809, 1753]
- heading-line: ΕΝ ΠΑΡΙΣΙΟΙΣ: [601, 109, 796, 177]
- price-value: » 20: [543, 1233, 569, 1248]
- ad-text: (Υπηρεσία Εθνικού Δανείου) Δάνειον 89,875,060 δρ. 1890 (Σιδηροδρόμου Πειραιώς-Λαρίσσης). Ειδοποιούνται οί ενδιαφερόμενοι ότι αποπληρωμή του ως άνω δανείου διά το εξάμηνον Ιουνίου 1913 θα γίνη παρά τη Εθνική Τραπέζη.: [828, 1613, 1047, 1728]
- ad-heading: ΤΟΥ κ. Ι. ΑΗΔΟΝΟΠΟΥΛΟΥ: [351, 522, 569, 565]
- article-heading: [1306, 176, 1573, 212]
- article-text: Κατά τήν σύσκεψιν παρέστησαν πλείστοι εμποροβιομήχανοι καί αποφασίσθη όπως εκλεγή επιτροπή, ήτις μετά του κ. Υπουργού θά εξετάση τα μέτρα.: [1066, 897, 1287, 979]
- ad-heading: [588, 1760, 829, 1850]
- heading-line: ΒΟΛΟΣ - ΠΕΙΡΑΙΕΥΣ - ΑΛΕΞΑΝΔΡΕΙΑ: [351, 1810, 569, 1846]
- heading-line: ΤΟ ΚΑΤΑΣΤΗΜΑ: [377, 2014, 544, 2036]
- article-text: Διεφεύχθη καθ' όσον δεν προελήφθη να απαιτήσουν τας πληρωμάς των, διότι όλα είχαν πωληθή.: [1306, 1358, 1573, 1406]
- article-text: Χθές την πρωίαν παρουσιάσθη ενώπιον του επί των Εσωτερικών υπουργού επιτροπή των αμαξοκαρραγωγέων Πειραιώς καί κατήγγειλεν κ. Αθηναίου τον οποίο κατεδίωξαν.: [1306, 376, 1573, 458]
- heading-line: ΦΡΟΝΤΙΣΤΗΡΙΟΝ: [379, 1317, 541, 1337]
- price-value: » 1,60: [532, 1197, 569, 1212]
- ad-address: Ωδός Προβίου Σταδίου Αιτρέον 3-11 καί 4-8: [846, 2153, 1041, 2179]
- article-heading: ΜΕ ΤΙ ΟΜΟΙΑΖΕΙ: [872, 740, 1003, 756]
- article-text: Λίγο πριν φθάση η αστυνομία εις τον τόπον του δυστυχήματος, ιδού ανιχνεύεται η τρίτη έκφρασις της ημέρας. Τα πάντα αναμένουν την απόφασιν του δικαστηρίου.: [61, 1122, 332, 1187]
- source-note: (Έκ του Πρακτορείου): [400, 1603, 532, 1618]
- article-text: Η δυστυχής μήτηρ μόλις είχεν ένας δευτερόλεπτον καιρόν να σώση τό κοράσιόν της. Ο κίνδυνος ήτο πολύ φανερός καί άμεσος.: [61, 421, 332, 486]
- article-text: Ένας παραγνωριές όστις έτυχε να διέρχεται εκείθεν κατά την στιγμήν εκρήξεως του δυστυχήματος, άκουσε τά παθήματα της κόρης καί επιθυμεί να ήδη είς την αγκάλην του. Η δυστυχής όμως γυνή έπνευσε από φυσικώτατον ανυπόμονον να έλθη εις την ζώνην της πρωίας.: [61, 829, 332, 944]
- rooster-icon: [903, 193, 973, 253]
- article-text: —Η ΘΕΣΣΑΛΙΚΗ ΕΥΘΕΙΑ. Ο υπουργός κ. Δεμερτζής μετέβη εις την Λάρισαν διά την εξέτασιν του σιδηροδρόμου.: [1306, 1012, 1573, 1061]
- ad-text: Τό ηλεκτροφώτιστον ατμόπλοιον «ΔΕΛΦΙΝ» την Τετάρτην 15 τρ. 6 1/2 μ. μ. διά Χαλκίδα, Βόλον, Θεσσαλονίκην.: [351, 983, 569, 1048]
- article-text: Εις τήν σύσκεψιν συνήλθε καί πάλιν χθές τό Διοικητικόν Συμβούλιον του Επιμελητηρίου Πειραιώς, όπου ελήφθη συζήτησις περί της γενικής καταστάσεως του εμπορίου.: [1066, 794, 1287, 892]
- article-text: Εν τη τελευταία ταύτη στιγμή της ζωής ηθέλησε να ανάψη την λαμπάδα της Αναστάσεως και να επανέλθη μετά της μικράς της κόρης εις το σπίτι, όπου θα παρηκολούθει μιαν τελευταίαν θυσίαν.: [61, 949, 332, 1031]
- price-row: [351, 1177, 569, 1195]
- heading-line: Κ. ΤΣΙΜΗΝΑΚΗΣ: [588, 1371, 811, 1431]
- section-heading: Η ΔΑΜΠΑΔΑ ΤΗΣ ΑΝΑΣΤΑΣΕΩΣ: [77, 807, 316, 823]
- ad-heading: ΛΑΧΕΙΟΦΟΡΟΙ ΟΜΟΛΟΓΙΑΙ: [828, 1795, 1047, 1817]
- article-heading: [1066, 734, 1287, 787]
- heading-line: Α. Γ. ΜΑΥΡΟΤΚΑΚΗΣ: [363, 1628, 557, 1648]
- article-text: Ευελπιστούμεν ότι εις την σεπτήν Βουλήν θά ευρή απήχησιν η δικαία αίτησις των φοιτητών της Θεολογίας καί θά εισακουσθή.: [828, 1184, 1047, 1249]
